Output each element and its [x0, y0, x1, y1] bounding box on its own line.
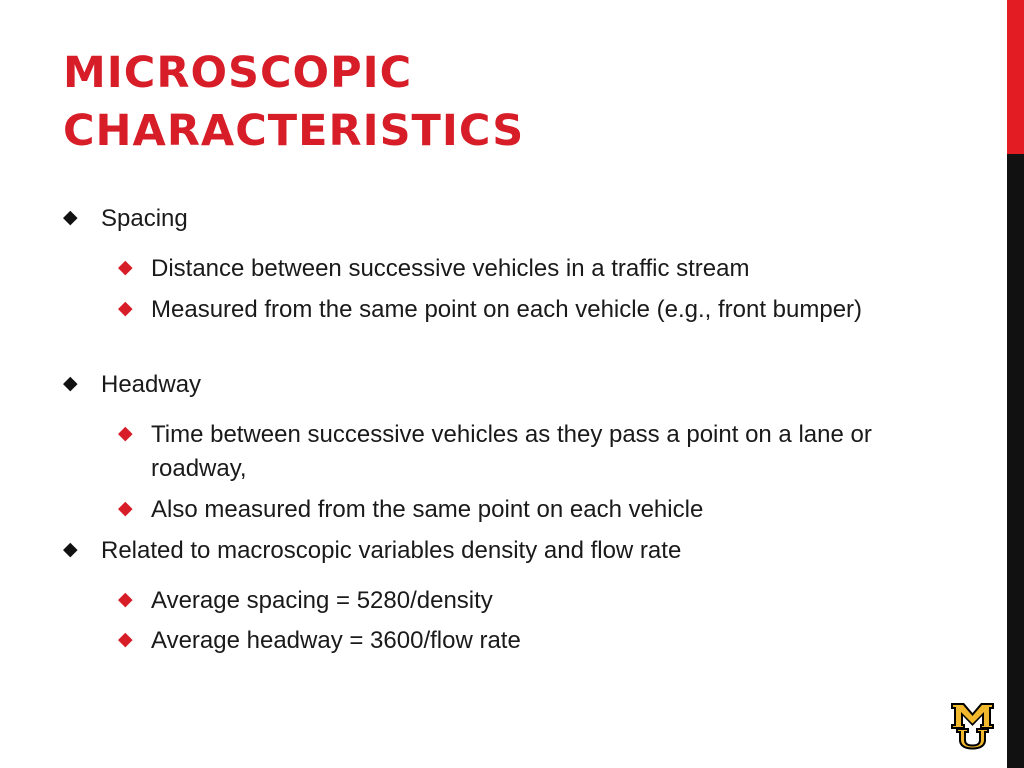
bullet-text: Time between successive vehicles as they pass a point on a lane or roadway, — [151, 421, 872, 482]
diamond-bullet-icon: ◆ — [118, 629, 133, 650]
sub-bullet-spacing-definition — [118, 252, 898, 286]
sub-bullet-headway-measurement — [118, 493, 898, 527]
sub-bullet-average-spacing — [118, 584, 898, 618]
bullet-text: Headway — [101, 371, 202, 398]
diamond-bullet-icon: ◆ — [63, 373, 78, 394]
bullet-text: Spacing — [101, 205, 188, 232]
diamond-bullet-icon: ◆ — [118, 298, 133, 319]
bullet-text: Average headway = 3600/flow rate — [151, 627, 521, 654]
bullet-text: Related to macroscopic variables density and flow rate — [101, 537, 682, 564]
bullet-text: Average spacing = 5280/density — [151, 587, 493, 614]
bullet-text: Distance between successive vehicles in a traffic stream — [151, 255, 750, 282]
accent-bar-black — [1007, 154, 1024, 768]
diamond-bullet-icon: ◆ — [63, 539, 78, 560]
sub-bullet-spacing-measurement — [118, 293, 898, 327]
mizzou-mu-logo-icon — [950, 702, 995, 750]
diamond-bullet-icon: ◆ — [118, 423, 133, 444]
diamond-bullet-icon: ◆ — [118, 257, 133, 278]
bullet-related-macroscopic — [63, 534, 943, 568]
bullet-spacing — [63, 202, 943, 236]
bullet-headway — [63, 368, 943, 402]
slide-title-line-2: CHARACTERISTICS — [63, 106, 525, 156]
diamond-bullet-icon: ◆ — [63, 207, 78, 228]
diamond-bullet-icon: ◆ — [118, 589, 133, 610]
sub-bullet-headway-definition — [118, 418, 898, 486]
accent-bar-red — [1007, 0, 1024, 154]
sub-bullet-average-headway — [118, 624, 898, 658]
bullet-text: Measured from the same point on each vehicle (e.g., front bumper) — [151, 296, 863, 323]
diamond-bullet-icon: ◆ — [118, 498, 133, 519]
bullet-text: Also measured from the same point on each vehicle — [151, 496, 704, 523]
slide-title-line-1: MICROSCOPIC — [63, 48, 413, 98]
